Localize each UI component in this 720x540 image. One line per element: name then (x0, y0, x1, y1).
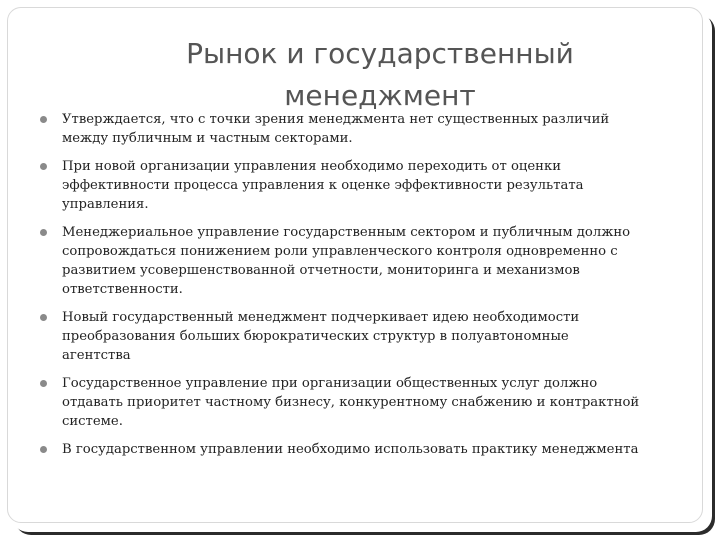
list-item (40, 223, 640, 299)
list-item (40, 157, 640, 214)
bullet-dot-icon (40, 380, 47, 387)
list-item (40, 308, 640, 365)
list-item (40, 374, 640, 431)
bullet-text: Утверждается, что с точки зрения менеджмента нет существенных различий между публичным и частным секторами. (62, 112, 610, 146)
bullet-dot-icon (40, 116, 47, 123)
bullet-text: Менеджериальное управление государственным сектором и публичным должно сопровождаться понижением роли управленческого контроля одновременно с развитием усовершенствованной отчетности, мониторинга и механизмов ответственности. (62, 225, 631, 297)
bullet-text: Государственное управление при организации общественных услуг должно отдавать приоритет частному бизнесу, конкурентному снабжению и контрактной системе. (62, 376, 640, 429)
bullet-list (40, 110, 640, 459)
slide-title (120, 33, 640, 117)
list-item (40, 440, 640, 459)
bullet-dot-icon (40, 314, 47, 321)
bullet-dot-icon (40, 163, 47, 170)
bullet-dot-icon (40, 229, 47, 236)
bullet-text: При новой организации управления необходимо переходить от оценки эффективности процесса управления к оценке эффективности результата управления. (62, 159, 584, 212)
list-item (40, 110, 640, 148)
bullet-text: В государственном управлении необходимо использовать практику менеджмента (62, 442, 639, 457)
title-line-1: Рынок и государственный (186, 36, 574, 70)
bullet-dot-icon (40, 446, 47, 453)
title-line-2: менеджмент (284, 78, 476, 112)
bullet-text: Новый государственный менеджмент подчеркивает идею необходимости преобразования больших бюрократических структур в полуавтономные агентства (62, 310, 580, 363)
